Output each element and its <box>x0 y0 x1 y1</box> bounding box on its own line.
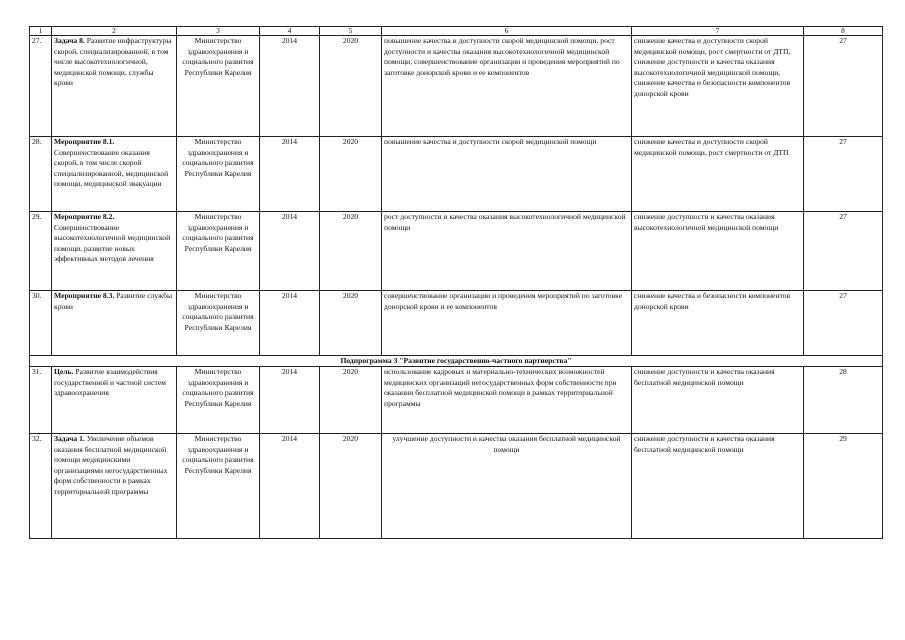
measure-name-text: Совершенствование оказания скорой, в том числе скорой специализированной, медицинской помощи, медицинской эвакуации <box>54 147 169 189</box>
consequences: снижение качества и доступности скорой медицинской помощи, рост смертности от ДТП <box>632 137 804 212</box>
measure-name-bold: Мероприятие 8.1. <box>54 137 115 146</box>
indicator-link: 27 <box>804 36 883 137</box>
measure-name-text: Развитие инфраструктуры скорой, специализированной, в том числе высокотехнологичной, медицинской помощи, службы крови <box>54 36 172 88</box>
table-row <box>30 434 883 539</box>
measure-name-bold: Цель. <box>54 367 74 376</box>
column-number: 7 <box>632 27 804 36</box>
column-number: 5 <box>320 27 382 36</box>
executor: Министерство здравоохранения и социального развития Республики Карелия <box>177 212 260 291</box>
expected-result: использование кадровых и материально-технических возможностей медицинских организаций негосударственных форм собственности при оказании бесплатной медицинской помощи в рамках территориальной программы <box>382 367 632 434</box>
table-row <box>30 291 883 356</box>
executor: Министерство здравоохранения и социального развития Республики Карелия <box>177 291 260 356</box>
table-row <box>30 212 883 291</box>
indicator-link: 28 <box>804 367 883 434</box>
program-table <box>29 26 883 539</box>
consequences: снижение доступности и качества оказания высокотехнологичной медицинской помощи <box>632 212 804 291</box>
consequences: снижение качества и доступности скорой медицинской помощи, рост смертности от ДТП, снижение доступности и качества оказания высокотехнологичной медицинской помощи, снижение качества и безопасности компонентов донорской крови <box>632 36 804 137</box>
measure-name-bold: Мероприятие 8.2. <box>54 212 115 221</box>
subprogram-row <box>30 356 883 367</box>
start-year: 2014 <box>260 434 320 539</box>
measure-name <box>52 36 177 137</box>
column-number: 3 <box>177 27 260 36</box>
executor: Министерство здравоохранения и социального развития Республики Карелия <box>177 36 260 137</box>
expected-result: улучшение доступности и качества оказания бесплатной медицинской помощи <box>382 434 632 539</box>
executor: Министерство здравоохранения и социального развития Республики Карелия <box>177 434 260 539</box>
indicator-link: 27 <box>804 137 883 212</box>
end-year: 2020 <box>320 36 382 137</box>
measure-name-text: Развитие взаимодействия государственной и частной систем здравоохранения <box>54 367 166 398</box>
measure-name-bold: Задача 1. <box>54 434 85 443</box>
end-year: 2020 <box>320 212 382 291</box>
column-number: 4 <box>260 27 320 36</box>
end-year: 2020 <box>320 434 382 539</box>
measure-name <box>52 291 177 356</box>
measure-name-bold: Задача 8. <box>54 36 85 45</box>
column-number: 8 <box>804 27 883 36</box>
indicator-link: 29 <box>804 434 883 539</box>
subprogram-heading: Подпрограмма 3 "Развитие государственно-частного партнерства" <box>30 356 883 367</box>
indicator-link: 27 <box>804 212 883 291</box>
measure-name-text: Увеличение объемов оказания бесплатной медицинской помощи медицинскими организациями негосударственных форм собственности в рамках территориальной программы <box>54 434 168 496</box>
measure-name-bold: Мероприятие 8.3. <box>54 291 115 300</box>
row-number: 30. <box>30 291 52 356</box>
expected-result: рост доступности и качества оказания высокотехнологичной медицинской помощи <box>382 212 632 291</box>
column-number: 6 <box>382 27 632 36</box>
start-year: 2014 <box>260 367 320 434</box>
end-year: 2020 <box>320 291 382 356</box>
measure-name-text: Развитие службы крови <box>54 291 173 311</box>
table-row <box>30 367 883 434</box>
expected-result: повышение качества и доступности скорой медицинской помощи <box>382 137 632 212</box>
measure-name-text: Совершенствование высокотехнологичной медицинской помощи, развитие новых эффективных методов лечения <box>54 222 171 264</box>
column-number-row <box>30 27 883 36</box>
measure-name <box>52 434 177 539</box>
row-number: 32. <box>30 434 52 539</box>
row-number: 27. <box>30 36 52 137</box>
end-year: 2020 <box>320 137 382 212</box>
executor: Министерство здравоохранения и социального развития Республики Карелия <box>177 367 260 434</box>
table-row <box>30 137 883 212</box>
measure-name <box>52 137 177 212</box>
expected-result: повышение качества и доступности скорой медицинской помощи, рост доступности и качества оказания высокотехнологичной медицинской помощи, совершенствование организации и проведения мероприятий по заготовке донорской крови и ее компонентов <box>382 36 632 137</box>
expected-result: совершенствование организации и проведения мероприятий по заготовке донорской крови и ее компонентов <box>382 291 632 356</box>
start-year: 2014 <box>260 212 320 291</box>
end-year: 2020 <box>320 367 382 434</box>
column-number: 2 <box>52 27 177 36</box>
indicator-link: 27 <box>804 291 883 356</box>
consequences: снижение доступности и качества оказания бесплатной медицинской помощи <box>632 434 804 539</box>
row-number: 31. <box>30 367 52 434</box>
consequences: снижение качества и безопасности компонентов донорской крови <box>632 291 804 356</box>
row-number: 29. <box>30 212 52 291</box>
start-year: 2014 <box>260 291 320 356</box>
row-number: 28. <box>30 137 52 212</box>
consequences: снижение доступности и качества оказания бесплатной медицинской помощи <box>632 367 804 434</box>
measure-name <box>52 212 177 291</box>
start-year: 2014 <box>260 137 320 212</box>
start-year: 2014 <box>260 36 320 137</box>
executor: Министерство здравоохранения и социального развития Республики Карелия <box>177 137 260 212</box>
table-row <box>30 36 883 137</box>
column-number: 1 <box>30 27 52 36</box>
measure-name <box>52 367 177 434</box>
